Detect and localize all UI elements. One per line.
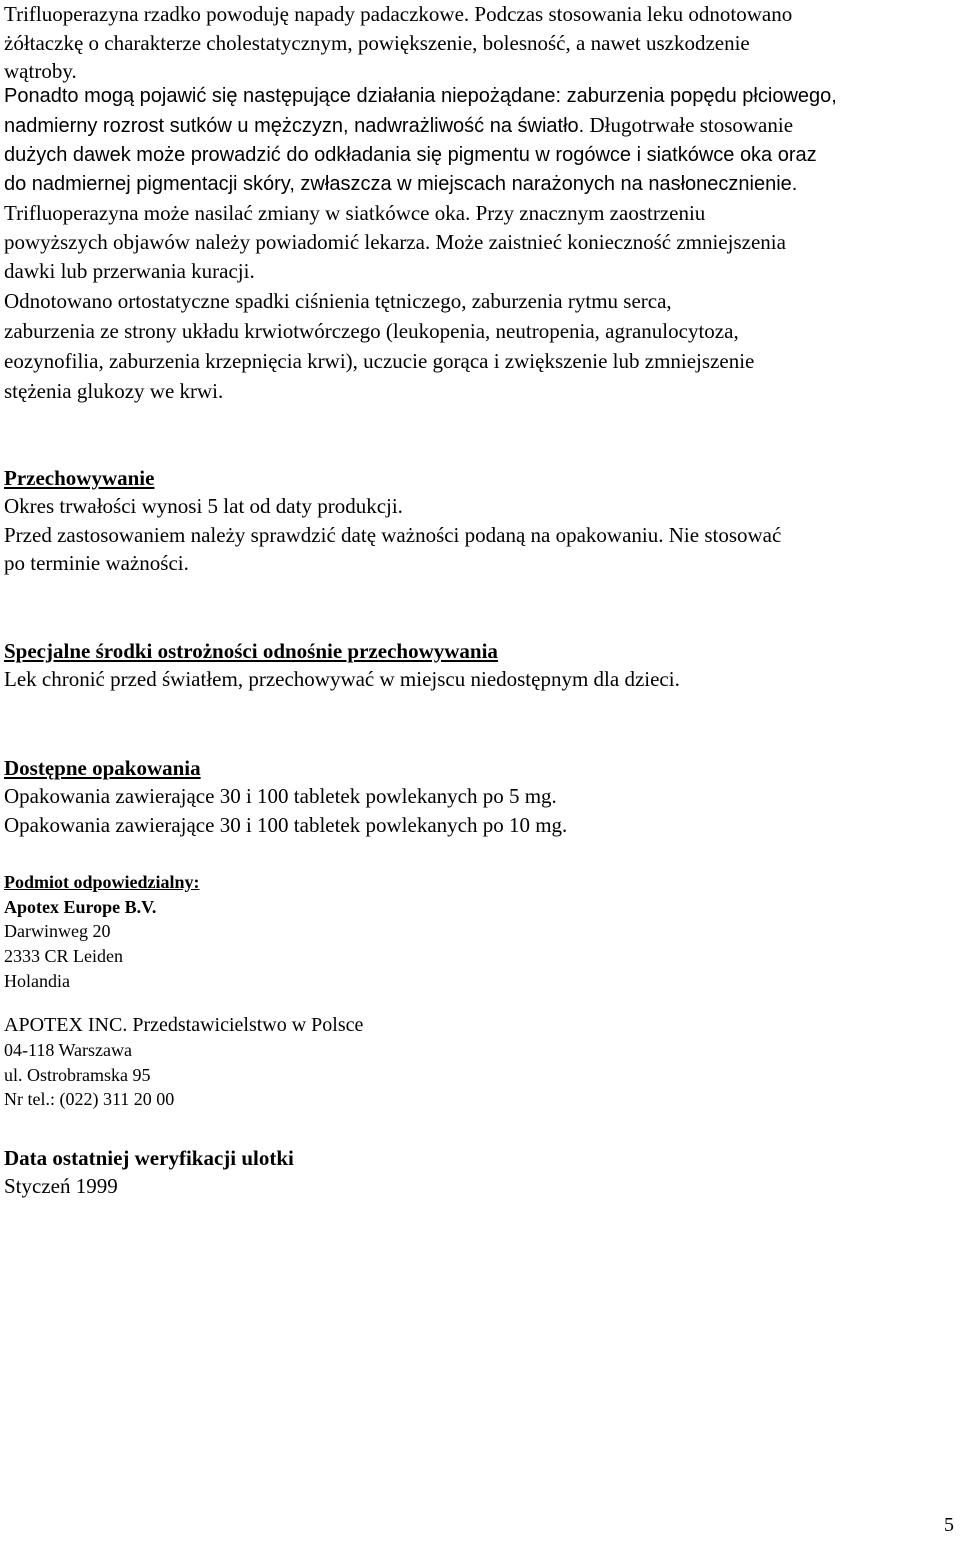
text-line: Opakowania zawierające 30 i 100 tabletek powlekanych po 10 mg.	[4, 812, 568, 837]
text-line: Opakowania zawierające 30 i 100 tabletek powlekanych po 5 mg.	[4, 784, 557, 808]
representative-section	[4, 1013, 363, 1112]
text-line: Okres trwałości wynosi 5 lat od daty produkcji.	[4, 494, 403, 518]
address-line: 04-118 Warszawa	[4, 1040, 133, 1060]
text-line: powyższych objawów należy powiadomić lekarza. Może zaistnieć konieczność zmniejszenia	[4, 230, 786, 254]
text-line: wątroby.	[4, 59, 77, 84]
storage-precautions-section	[4, 637, 680, 694]
side-effects-paragraph-3	[4, 286, 754, 406]
section-heading: Podmiot odpowiedzialny:	[4, 872, 200, 892]
text-line: dawki lub przerwania kuracji.	[4, 259, 255, 283]
section-heading: Specjalne środki ostrożności odnośnie przechowywania	[4, 639, 498, 663]
side-effects-paragraph-2	[4, 82, 837, 286]
address-line: ul. Ostrobramska 95	[4, 1064, 151, 1085]
section-heading: Data ostatniej weryfikacji ulotki	[4, 1146, 294, 1170]
text-line: żółtaczkę o charakterze cholestatycznym, powiększenie, bolesność, a nawet uszkodzenie	[4, 30, 750, 55]
address-line: Holandia	[4, 970, 70, 991]
storage-section	[4, 464, 781, 578]
text-line: dużych dawek może prowadzić do odkładania się pigmentu w rogówce i siatkówce oka oraz	[4, 144, 817, 166]
side-effects-paragraph-1	[4, 0, 792, 86]
responsible-entity-section	[4, 870, 200, 994]
packaging-section	[4, 754, 567, 839]
address-line: Darwinweg 20	[4, 921, 111, 942]
text-line: Odnotowano ortostatyczne spadki ciśnienia tętniczego, zaburzenia rytmu serca,	[4, 289, 672, 313]
text-fragment: nadmierny rozrost sutków u mężczyzn, nadwrażliwość na światło.	[4, 115, 585, 137]
verification-date: Styczeń 1999	[4, 1174, 118, 1198]
text-line-mixed	[4, 111, 837, 141]
text-fragment: Długotrwałe stosowanie	[584, 113, 794, 137]
company-name: Apotex Europe B.V.	[4, 896, 157, 917]
address-line: 2333 CR Leiden	[4, 946, 123, 967]
representative-name: APOTEX INC. Przedstawicielstwo w Polsce	[4, 1014, 364, 1036]
text-line: Ponadto mogą pojawić się następujące działania niepożądane: zaburzenia popędu płciowego,	[4, 85, 837, 107]
page-number: 5	[944, 1514, 954, 1536]
phone-line: Nr tel.: (022) 311 20 00	[4, 1089, 175, 1110]
text-line: stężenia glukozy we krwi.	[4, 379, 224, 403]
text-line: Przed zastosowaniem należy sprawdzić datę ważności podaną na opakowaniu. Nie stosować	[4, 522, 782, 547]
text-line: zaburzenia ze strony układu krwiotwórczego (leukopenia, neutropenia, agranulocytoza,	[4, 319, 739, 343]
section-heading: Dostępne opakowania	[4, 756, 201, 780]
text-line: po terminie ważności.	[4, 551, 189, 576]
text-line: Trifluoperazyna może nasilać zmiany w siatkówce oka. Przy znacznym zaostrzeniu	[4, 201, 706, 225]
verification-section	[4, 1144, 294, 1201]
text-line: Lek chronić przed światłem, przechowywać w miejscu niedostępnym dla dzieci.	[4, 667, 680, 691]
text-line: do nadmiernej pigmentacji skóry, zwłaszcza w miejscach narażonych na nasłonecznienie.	[4, 173, 798, 195]
text-line: eozynofilia, zaburzenia krzepnięcia krwi), uczucie gorąca i zwiększenie lub zmniejszenie	[4, 349, 755, 373]
text-line: Trifluoperazyna rzadko powoduję napady padaczkowe. Podczas stosowania leku odnotowano	[4, 2, 793, 26]
section-heading: Przechowywanie	[4, 466, 155, 490]
